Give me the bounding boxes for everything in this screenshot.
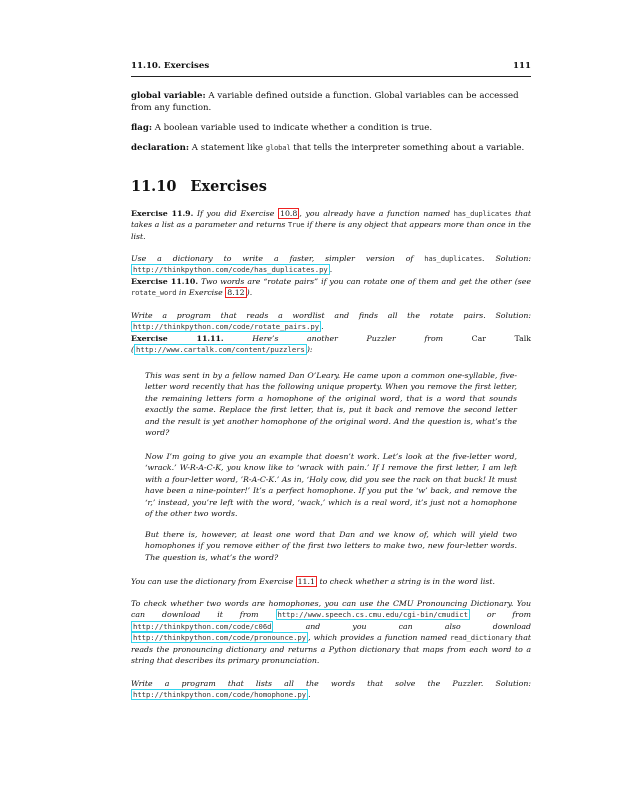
car-talk: Car Talk [471,334,531,343]
glossary-term: flag: [131,123,152,133]
text: . Solution: [482,254,531,263]
text: Two words are “rotate pairs” if you can rotate one of them and get the other (see [201,277,531,286]
glossary-term: declaration: [131,143,190,153]
exercise-11-9 [131,208,531,242]
text: To check whether two words are homophones, you can use the CMU Pronouncing Dictionary. You can download it from [131,599,531,620]
link-has-duplicates[interactable]: http://thinkpython.com/code/has_duplicates.py [133,265,328,275]
code-read-dictionary: read_dictionary [450,633,513,643]
code-true: True [287,220,305,230]
exercise-label: Exercise 11.11. [131,334,224,343]
text: Here’s another Puzzler from [252,334,444,343]
page-number: 111 [513,61,531,71]
text: in Exercise [178,288,223,298]
glossary-definition: A boolean variable used to indicate whether a condition is true. [154,123,433,133]
text: , you already have a function named [299,209,450,218]
paragraph-dictionary [131,253,531,276]
text: Write a program that reads a wordlist and finds all the rotate pairs. Solution: [131,311,531,320]
glossary-entry-flag [131,122,531,134]
text: and you can also download [305,621,532,631]
ref-exercise-10-8[interactable]: 10.8 [279,209,298,218]
code-has-duplicates: has_duplicates [424,254,483,263]
header-title: 11.10. Exercises [131,61,210,71]
link-rotate-pairs[interactable]: http://thinkpython.com/code/rotate_pairs.py [133,322,320,332]
link-c06d[interactable]: http://thinkpython.com/code/c06d [133,621,272,631]
paragraph-cmu [131,598,531,666]
text: . [321,322,324,332]
text: that reads the pronouncing dictionary and returns a Python dictionary that maps from each word to a string that describes its primary pronunciation. [131,633,531,666]
paragraph-use-dictionary [131,576,531,587]
text: ). [246,288,253,298]
code-global: global [265,143,291,152]
link-cartalk[interactable]: http://www.cartalk.com/content/puzzlers [136,345,305,355]
text: . [329,265,333,275]
ref-exercise-8-12[interactable]: 8.12 [227,288,245,298]
code-rotate-word: rotate_word [131,288,177,298]
glossary-definition-end: that tells the interpreter something about a variable. [293,143,525,153]
text: that takes a list as a parameter and returns [131,209,531,230]
section-number: 11.10 [131,178,177,195]
glossary-term: global variable: [131,91,206,101]
text: if there is any object that appears more than once in the list. [131,220,531,241]
ref-exercise-11-1[interactable]: 11.1 [297,577,315,586]
exercise-11-11: Exercise 11.11. Here’s another Puzzler from Car Talk ( http://www.cartalk.com/content/puzzlers ): [131,334,531,355]
text: Use a dictionary to write a faster, simpler version of [131,254,414,263]
running-header [131,61,531,73]
quote-paragraph-1: This was sent in by a fellow named Dan O’Leary. He came upon a common one-syllable, five-letter word recently that has the following unique property. When you remove the first letter, the remaining letters form a homophone of the original word, that is a word that sounds exactly the same. Replace the first letter, that is, put it back and remove the second letter and the result is yet another homophone of the original word. And the question is, what’s the word? [145,371,517,438]
text: If you did Exercise [196,209,275,218]
section-title: Exercises [190,178,267,195]
text: Write a program that lists all the words that solve the Puzzler. Solution: [131,679,531,688]
paragraph-rotate-pairs [131,310,531,333]
text: You can use the dictionary from Exercise [131,577,294,586]
quote-paragraph-2: Now I’m going to give you an example that doesn’t work. Let’s look at the five-letter word, ‘wrack.’ W-R-A-C-K, you know like to ‘wrack with pain.’ If I remove the first letter, I am left with a four-letter word, ’R-A-C-K.’ As in, ‘Holy cow, did you see the rack on that buck! It must have been a nine-pointer!’ It’s a perfect homophone. If you put the ‘w’ back, and remove the ‘r,’ instead, you’re left with the word, ‘wack,’ which is a real word, it’s just not a homophone of the other two words. [145,452,517,519]
paragraph-final [131,678,531,701]
link-cmudict[interactable]: http://www.speech.cs.cmu.edu/cgi-bin/cmudict [277,610,468,620]
glossary-entry-declaration [131,142,531,154]
quote-paragraph-3: But there is, however, at least one word that Dan and we know of, which will yield two homophones if you remove either of the first two letters to make two, new four-letter words. The question is, what’s the word? [145,530,517,562]
exercise-11-10 [131,276,531,299]
text: , which provides a function named [308,633,448,643]
code-has-duplicates: has_duplicates [453,209,512,218]
text: to check whether a string is in the word list. [319,577,495,586]
text: . [308,690,311,700]
link-pronounce[interactable]: http://thinkpython.com/code/pronounce.py [133,633,307,643]
exercise-label: Exercise 11.10. [131,277,199,286]
header-rule [131,76,531,77]
link-homophone[interactable]: http://thinkpython.com/code/homophone.py [133,690,307,700]
text: ): [306,345,313,355]
exercise-label: Exercise 11.9. [131,209,194,218]
section-heading [131,178,267,195]
text: or from [486,610,531,620]
glossary-entry-global-variable [131,90,531,115]
glossary-definition: A variable defined outside a function. Global variables can be accessed from any function. [131,91,519,114]
glossary-definition: A statement like [191,143,263,153]
